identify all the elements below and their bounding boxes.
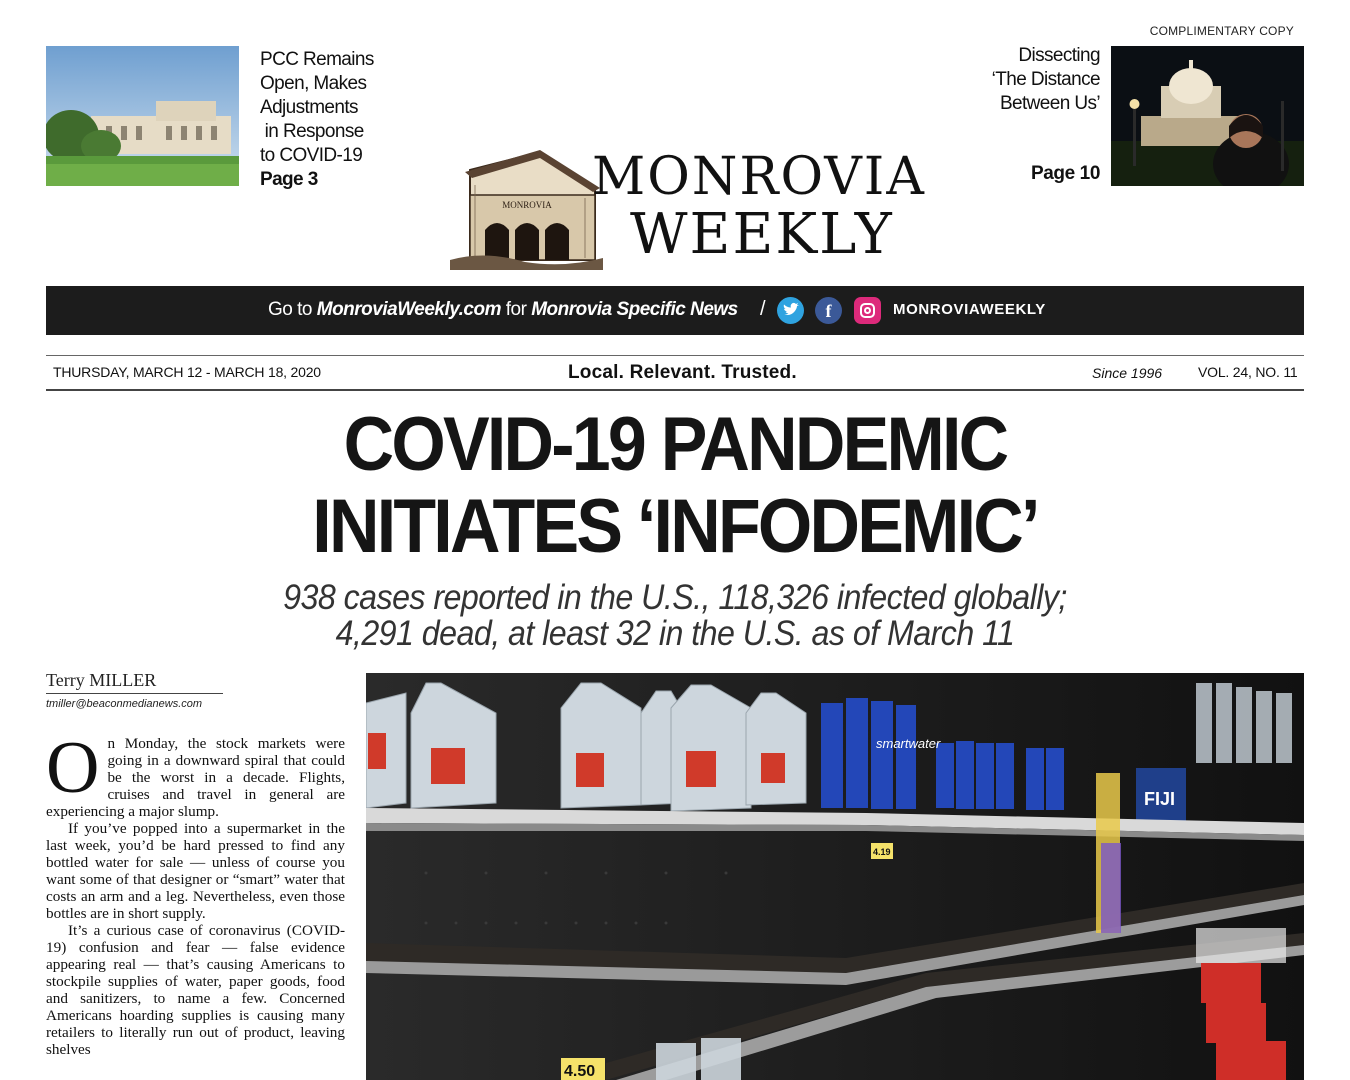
teaser-line: Between Us’ [999,93,1100,114]
masthead-title[interactable] [592,147,926,267]
subhead-line2: 4,291 dead, at least 32 in the U.S. as of March 11 [335,614,1015,653]
drop-cap: O [46,727,100,809]
twitter-icon[interactable] [777,297,804,324]
logo-sign-text: MONROVIA [502,200,552,210]
social-handle[interactable]: MONROVIAWEEKLY [893,301,1046,318]
promo-banner [46,286,1304,335]
article-text: n Monday, the stock markets were going in a downward spiral that could be the worst in a decade. Flights, cruises and travel in general are experiencing a major slump. [46,735,345,820]
founded-year: Since 1996 [1092,365,1163,381]
teaser-photo-pcc[interactable] [46,46,239,186]
dateline-rule-top [46,355,1304,356]
teaser-headline-distance[interactable] [920,44,1100,116]
dateline-rule-bottom [46,389,1304,391]
subheadline [96,580,1253,652]
teaser-line: in Response [260,121,364,142]
banner-go-to: Go to [268,299,317,320]
masthead-line1: MONROVIA [592,147,926,207]
banner-for: for [500,299,532,320]
article-paragraph: If you’ve popped into a supermarket in the last week, you’d be hard pressed to find any bottled water for sale — unless of course you want some of that designer or “smart” water that costs an arm and a leg. Nevertheless, even those bottles are in short supply. [46,820,345,922]
article-paragraph: It’s a curious case of coronavirus (COVID-19) confusion and fear — false evidence appearing real — that’s causing Americans to stockpile supplies of water, paper goods, food and sanitizers, to name a few. Concerned Americans hoarding supplies is causing many retailers to literally run out of product, leaving shelves [46,922,345,1058]
headline-line2: INITIATES ‘INFODEMIC’ [312,484,1038,569]
teaser-line: Open, Makes [260,73,367,94]
paper-motto: Local. Relevant. Trusted. [568,362,797,383]
fiji-label: FIJI [1144,789,1176,809]
banner-tagline: Monrovia Specific News [531,299,738,320]
byline-email[interactable]: tmiller@beaconmedianews.com [46,698,203,710]
volume-number: VOL. 24, NO. 11 [1198,364,1298,380]
teaser-page-ref[interactable]: Page 3 [260,169,318,190]
masthead-line2: WEEKLY [630,202,894,267]
teaser-line: Dissecting [1018,45,1100,66]
teaser-photo-capitol[interactable] [1111,46,1304,186]
smartwater-label: smartwater [876,736,941,751]
teaser-line: ‘The Distance [991,69,1100,90]
price-tag: 4.50 [564,1063,596,1080]
price-tag: 4.19 [873,847,891,857]
banner-text[interactable] [268,299,738,321]
teaser-headline-pcc[interactable] [260,48,420,192]
main-headline[interactable] [96,404,1253,568]
byline-divider [46,693,223,694]
masthead-logo[interactable] [445,150,605,270]
subhead-line1: 938 cases reported in the U.S., 118,326 infected globally; [283,578,1067,617]
byline-author: Terry MILLER [46,670,157,690]
facebook-icon[interactable]: f [815,297,842,324]
complimentary-copy-label: COMPLIMENTARY COPY [1149,24,1294,38]
teaser-page-ref[interactable]: Page 10 [1030,163,1100,184]
article-body [46,727,345,1058]
issue-date: THURSDAY, MARCH 12 - MARCH 18, 2020 [53,364,321,380]
headline-line1: COVID-19 PANDEMIC [343,402,1007,487]
banner-site-link[interactable]: MonroviaWeekly.com [316,299,501,320]
article-paragraph [46,727,345,820]
instagram-icon[interactable] [854,297,881,324]
teaser-line: to COVID-19 [260,145,363,166]
main-photo-empty-shelves[interactable] [366,673,1304,1080]
teaser-line: Adjustments [260,97,358,118]
teaser-line: PCC Remains [260,49,374,70]
banner-divider: / [760,298,766,320]
